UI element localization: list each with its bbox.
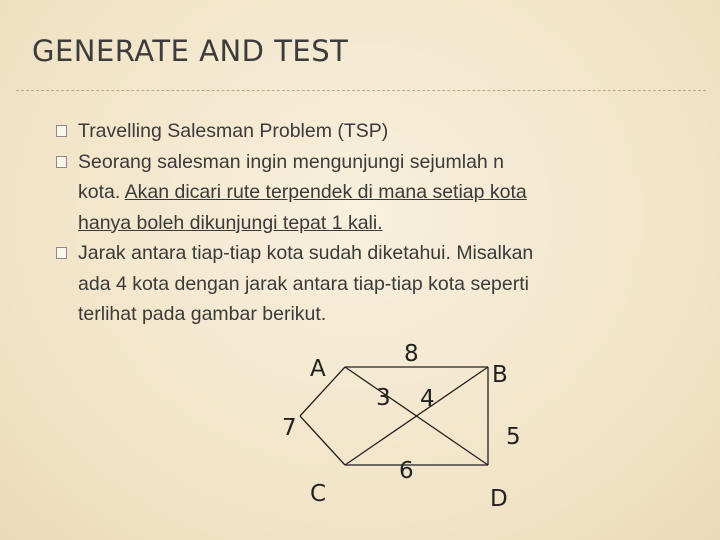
edge-c-a-lower xyxy=(300,416,345,465)
bullet-2-line-2-prefix: kota. xyxy=(78,181,125,203)
node-a-label: A xyxy=(310,356,326,382)
slide-title: GENERATE AND TEST xyxy=(32,34,349,68)
edge-ac-weight: 7 xyxy=(282,415,297,441)
bullet-2-line-2-underlined: Akan dicari rute terpendek di mana setiap kota xyxy=(124,181,527,203)
edge-bd-weight: 5 xyxy=(506,424,521,450)
node-c-label: C xyxy=(310,481,327,507)
bullet-2-line-3-underlined: hanya boleh dikunjungi tepat 1 kali. xyxy=(78,211,383,234)
bullet-1-line-1: Travelling Salesman Problem (TSP) xyxy=(78,120,389,142)
bullet-3-line-3: terlihat pada gambar berikut. xyxy=(78,303,327,325)
edge-bc-weight: 4 xyxy=(420,386,435,412)
edge-cd-weight: 6 xyxy=(399,458,414,484)
node-b-label: B xyxy=(492,362,508,388)
bullet-3-line-2: ada 4 kota dengan jarak antara tiap-tiap kota seperti xyxy=(78,272,529,295)
node-d-label: D xyxy=(490,486,508,512)
edge-ab-weight: 8 xyxy=(404,341,419,367)
bullet-2-line-1: Seorang salesman ingin mengunjungi sejumlah n xyxy=(78,150,505,173)
bullet-3-line-1: Jarak antara tiap-tiap kota sudah diketahui. Misalkan xyxy=(78,242,534,264)
edge-ad-weight: 3 xyxy=(376,385,391,411)
